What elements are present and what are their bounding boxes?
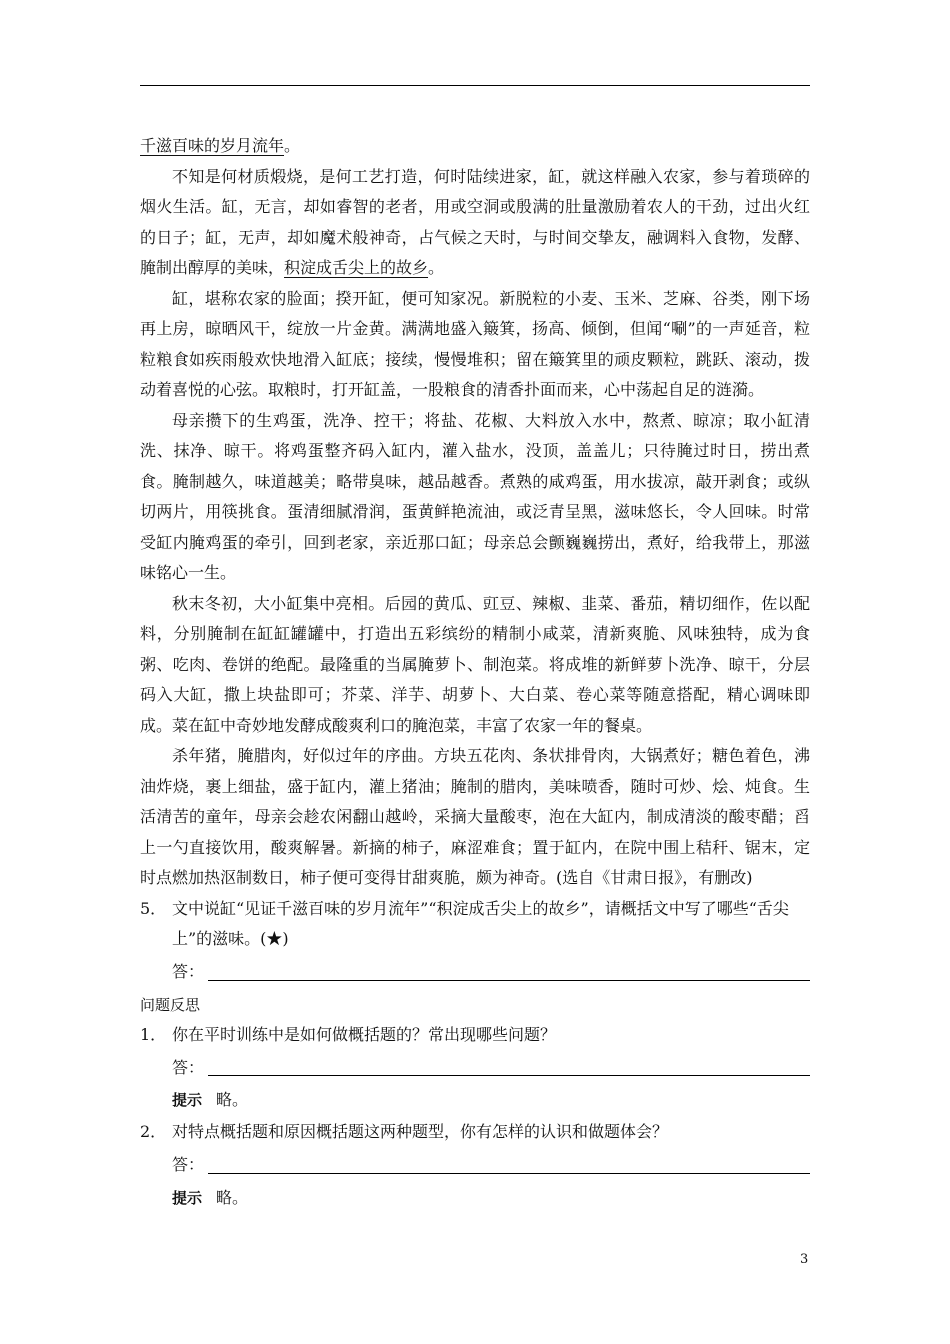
underlined-phrase: 千滋百味的岁月流年	[140, 136, 285, 155]
tip-text: 略。	[216, 1090, 249, 1109]
page-number: 3	[800, 1252, 809, 1267]
question-number: 2．	[140, 1122, 167, 1141]
reflection-question-1	[140, 1020, 810, 1051]
answer-underline[interactable]	[208, 980, 810, 981]
passage-paragraph-3: 母亲攒下的生鸡蛋，洗净、控干；将盐、花椒、大料放入水中，熬煮、晾凉；取小缸清洗、抹净、晾干。将鸡蛋整齐码入缸内，灌入盐水，没顶，盖盖儿；只待腌过时日，捞出煮食。腌制越久，味道越美；略带臭味，越品越香。煮熟的咸鸡蛋，用水拔凉，敲开剥食；或纵切两片，用筷挑食。蛋清细腻滑润，蛋黄鲜艳流油，或泛青呈黑，滋味悠长，令人回味。时常受缸内腌鸡蛋的牵引，回到老家，亲近那口缸；母亲总会颤巍巍捞出，煮好，给我带上，那滋味铭心一生。	[140, 410, 810, 582]
question-text: 对特点概括题和原因概括题这两种题型，你有怎样的认识和做题体会？	[172, 1122, 669, 1141]
answer-underline[interactable]	[208, 1173, 810, 1174]
answer-label: 答：	[172, 962, 205, 981]
header-rule	[140, 85, 810, 86]
passage-paragraph-2: 缸，堪称农家的脸面；揆开缸，便可知家况。新脱粒的小麦、玉米、芝麻、谷类，刚下场再上房，晾晒风干，绽放一片金黄。满满地盛入簸箕，扬高、倾倒，但闻“唰”的一声延音，粒粒粮食如疾雨般欢快地滑入缸底；接续，慢慢堆积；留在簸箕里的顽皮颗粒，跳跃、滚动，拨动着喜悦的心弦。取粮时，打开缸盖，一股粮食的清香扑面而来，心中荡起自足的涟漪。	[140, 288, 810, 399]
tip-label: 提示	[172, 1091, 203, 1109]
question-text: 文中说缸“见证千滋百味的岁月流年”“积淀成舌尖上的故乡”，请概括文中写了哪些“舌尖上”的滋味。(★)	[172, 898, 789, 948]
question-5	[140, 894, 810, 955]
question-number: 1．	[140, 1024, 167, 1044]
answer-label: 答：	[172, 1057, 205, 1077]
question-number: 5．	[140, 898, 167, 918]
reflection-question-2-answer[interactable]	[140, 1148, 810, 1181]
question-5-answer[interactable]	[140, 955, 810, 988]
passage-paragraph-5: 杀年猪，腌腊肉，好似过年的序曲。方块五花肉、条状排骨肉，大锅煮好；糖色着色，沸油炸烧，裹上细盐，盛于缸内，灌上猪油；腌制的腊肉，美味喷香，随时可炒、烩、炖食。生活清苦的童年，母亲会趁农闲翻山越岭，采摘大量酸枣，泡在大缸内，制成清淡的酸枣醋；舀上一勺直接饮用，酸爽解暑。新摘的柿子，麻涩难食；置于缸内，在院中围上秸秆、锯末，定时点燃加热沤制数日，柿子便可变得甘甜爽脆，颇为神奇。(选自《甘肃日报》，有删改)	[140, 746, 810, 887]
reflection-question-2-tip	[140, 1181, 810, 1215]
passage-paragraph-1: 不知是何材质煅烧，是何工艺打造，何时陆续进家，缸，就这样融入农家，参与着琐碎的烟火生活。缸，无言，却如睿智的老者，用或空洞或殷满的肚量激励着农人的干劲，过出火红的日子；缸，无声，却如魔术般神奇，占气候之天时，与时间交挚友，融调料入食物，发酵、腌制出醇厚的美味，积淀成舌尖上的故乡。	[140, 166, 810, 277]
page-content	[140, 131, 810, 1215]
tip-label: 提示	[172, 1188, 203, 1207]
reflection-question-1-tip	[140, 1083, 810, 1117]
passage-paragraph-4: 秋末冬初，大小缸集中亮相。后园的黄瓜、豇豆、辣椒、韭菜、番茄，精切细作，佐以配料，分别腌制在缸缸罐罐中，打造出五彩缤纷的精制小咸菜，清新爽脆、风味独特，成为食粥、吃肉、卷饼的绝配。最隆重的当属腌萝卜、制泡菜。将成堆的新鲜萝卜洗净、晾干，分层码入大缸，撒上块盐即可；芥菜、洋芋、胡萝卜、大白菜、卷心菜等随意搭配，精心调味即成。菜在缸中奇妙地发酵成酸爽利口的腌泡菜，丰富了农家一年的餐桌。	[140, 593, 810, 735]
reflection-question-2	[140, 1117, 810, 1148]
question-text: 你在平时训练中是如何做概括题的？常出现哪些问题？	[172, 1024, 557, 1044]
reflection-question-1-answer[interactable]	[140, 1050, 810, 1083]
passage-paragraph-0: 千滋百味的岁月流年。	[140, 136, 301, 155]
underlined-phrase: 积淀成舌尖上的故乡	[284, 258, 429, 277]
tip-text: 略。	[216, 1187, 249, 1207]
answer-underline[interactable]	[208, 1075, 810, 1076]
answer-label: 答：	[172, 1155, 205, 1174]
section-title-reflection: 问题反思	[140, 995, 201, 1014]
